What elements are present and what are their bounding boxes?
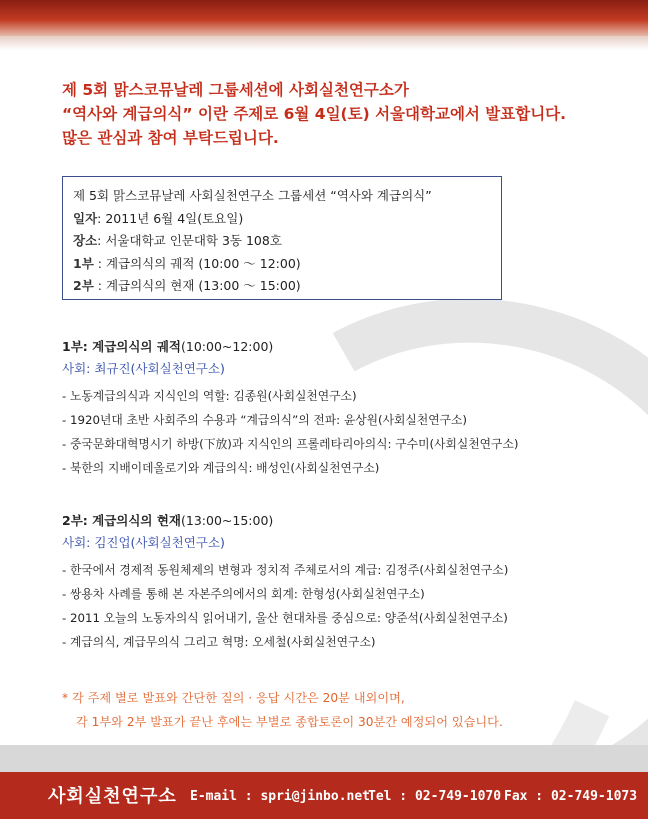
top-banner-shade: [0, 36, 648, 50]
note-line: 각 1부와 2부 발표가 끝난 후에는 부별로 종합토론이 30분간 예정되어 있습니다.: [76, 715, 503, 729]
event-place: 장소: 서울대학교 인문대학 3동 108호: [73, 233, 282, 248]
list-item: - 계급의식, 계급무의식 그리고 혁명: 오세철(사회실천연구소): [62, 635, 376, 649]
list-item: - 한국에서 경제적 동원체제의 변형과 정치적 주체로서의 계급: 김정주(사회실천연구소): [62, 563, 509, 577]
list-item: - 2011 오늘의 노동자의식 읽어내기, 울산 현대차를 중심으로: 양준석(사회실천연구소): [62, 611, 508, 625]
footer-fax: Fax : 02-749-1073: [504, 789, 638, 804]
headline-line: 제 5회 맑스코뮤날레 그룹세션에 사회실천연구소가: [62, 81, 409, 99]
list-item: - 1920년대 초반 사회주의 수용과 “계급의식”의 전파: 윤상원(사회실천연구소): [62, 413, 468, 427]
list-item: - 쌍용차 사례를 통해 본 자본주의에서의 회계: 한형성(사회실천연구소): [62, 587, 425, 601]
note-line: * 각 주제 별로 발표와 간단한 질의 · 응답 시간은 20분 내외이며,: [62, 691, 405, 705]
organization-name: 사회실천연구소: [48, 786, 177, 807]
list-item: - 중국문화대혁명시기 하방(下放)과 지식인의 프롤레타리아의식: 구수미(사회실천연구소): [62, 437, 519, 451]
list-item: - 북한의 지배이데올로기와 계급의식: 배성인(사회실천연구소): [62, 461, 380, 475]
announcement-headline: [62, 78, 632, 150]
event-info-box: [62, 176, 502, 300]
schedule-note: [62, 686, 622, 734]
list-item: - 노동계급의식과 지식인의 역할: 김종원(사회실천연구소): [62, 389, 357, 403]
event-date: 일자: 2011년 6월 4일(토요일): [73, 210, 244, 226]
part2-title: 2부: 계급의식의 현재(13:00~15:00): [62, 513, 274, 528]
event-part2: 2부 : 계급의식의 현재 (13:00 ～ 15:00): [73, 278, 301, 293]
top-banner: [0, 0, 648, 36]
part1-host: 사회: 최규진(사회실천연구소): [62, 361, 225, 376]
part2-section: [62, 510, 508, 654]
footer-bar: [0, 772, 648, 819]
headline-line: 많은 관심과 참여 부탁드립니다.: [62, 129, 279, 147]
part1-section: [62, 336, 518, 480]
footer-tel: Tel : 02-749-1070: [368, 789, 502, 804]
headline-line: “역사와 계급의식” 이란 주제로 6월 4일(토) 서울대학교에서 발표합니다.: [62, 105, 567, 123]
part1-title: 1부: 계급의식의 궤적(10:00~12:00): [62, 339, 274, 354]
footer-divider: [0, 745, 648, 772]
part2-host: 사회: 김진업(사회실천연구소): [62, 535, 225, 550]
event-title: 제 5회 맑스코뮤날레 사회실천연구소 그룹세션 “역사와 계급의식”: [73, 188, 432, 203]
event-part1: 1부 : 계급의식의 궤적 (10:00 ～ 12:00): [73, 255, 301, 271]
footer-email[interactable]: E-mail : spri@jinbo.net: [190, 789, 371, 804]
